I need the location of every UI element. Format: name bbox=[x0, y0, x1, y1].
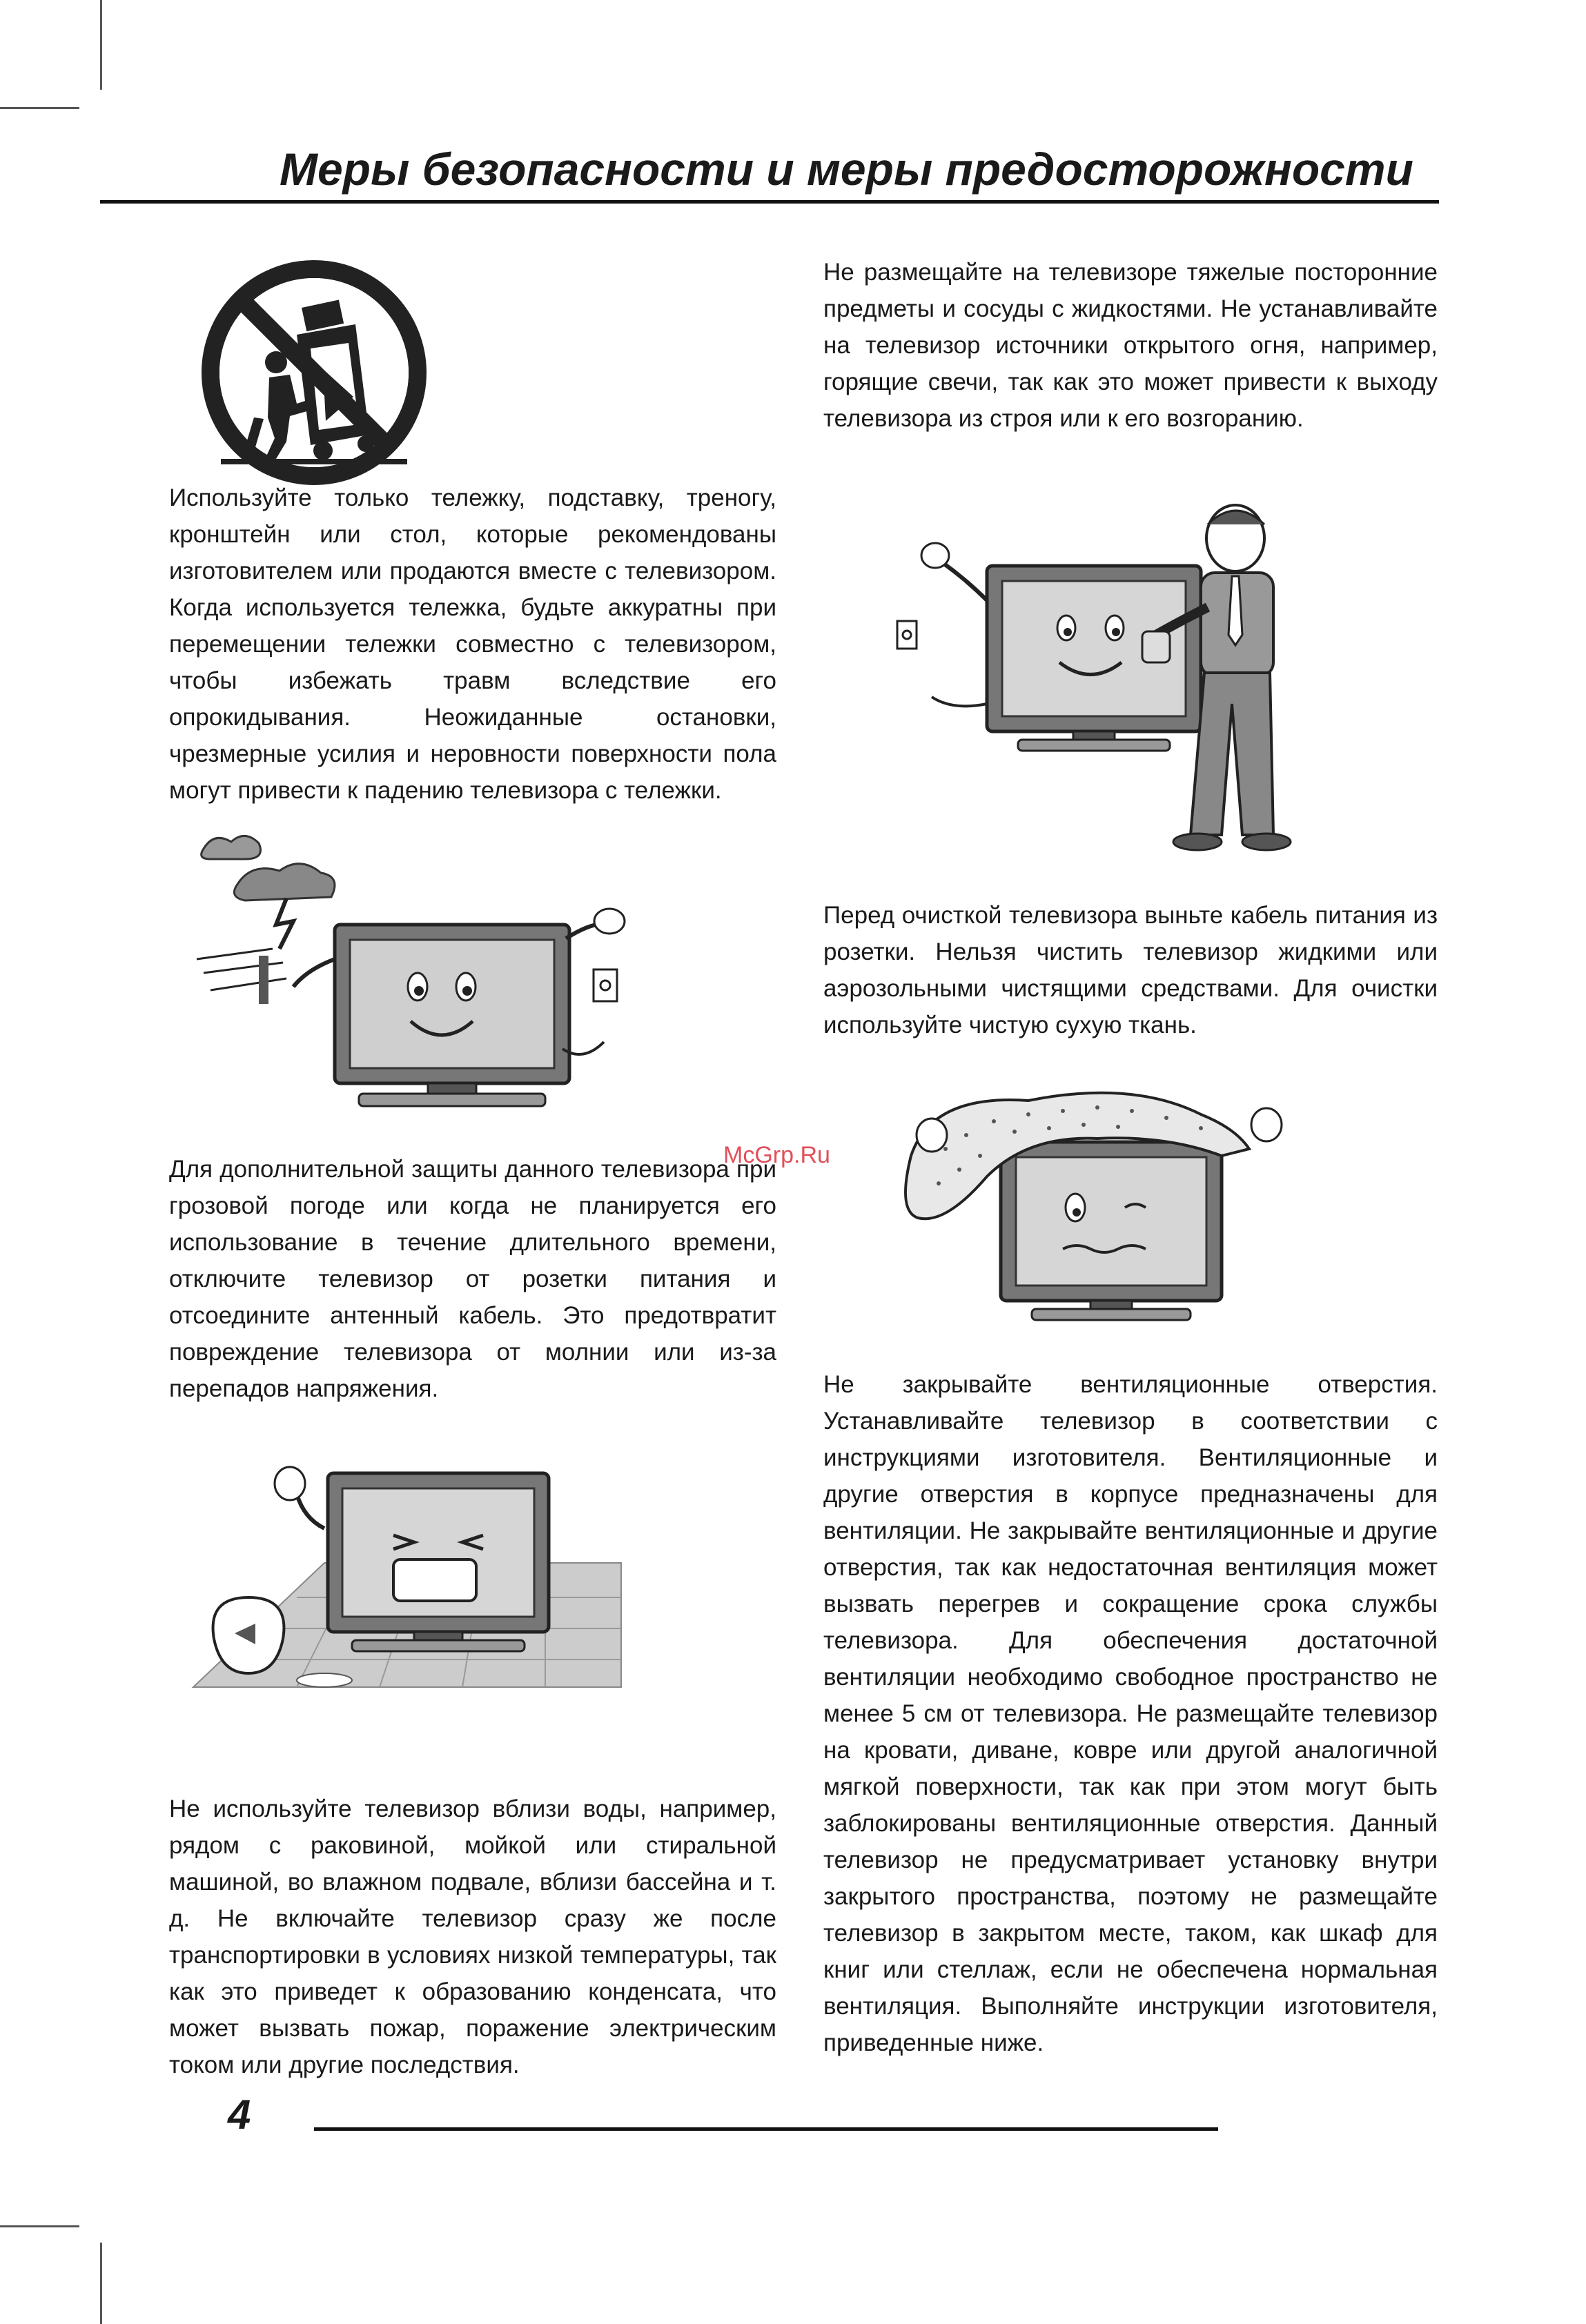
tv-covered-blanket-illustration bbox=[890, 1073, 1318, 1335]
crop-mark-top-vertical bbox=[100, 0, 102, 90]
no-cart-tip-over-icon bbox=[200, 259, 428, 486]
ventilation-warning-text: Не закрывайте вентиляционные отверстия. Устанавливайте телевизор в соответствии с инструкциями изготовителя. Вентиляционные и другие отверстия в корпусе предназначены для вентиляции. Не закрывайте вентиляционные и другие отверстия, так как недостаточная вентиляция может вызвать перегрев и сокращение срока службы телевизора. Для обеспечения достаточной вентиляции необходимо свободное пространство не менее 5 см от телевизора. Не размещайте телевизор на кровати, диване, ковре или другой аналогичной мягкой поверхности, так как при этом могут быть заблокированы вентиляционные отверстия. Данный телевизор не предусматривает установку внутри закрытого пространства, поэтому не размещайте телевизор в закрытом месте, таком, как шкаф для книг или стеллаж, если не обеспечена нормальная вентиляция. Выполняйте инструкции изготовителя, приведенные ниже. bbox=[823, 1371, 1438, 2056]
page-number: 4 bbox=[228, 2091, 251, 2138]
water-warning-text: Не используйте телевизор вблизи воды, например, рядом с раковиной, мойкой или стиральной машиной, во влажном подвале, вблизи бассейна и т. д. Не включайте телевизор сразу же после транспортировки в условиях низкой температуры, так как это приведет к образованию конденсата, что может вызвать пожар, поражение электрическим током или другие последствия. bbox=[169, 1795, 776, 2078]
crop-mark-bottom-vertical bbox=[100, 2243, 102, 2324]
title-underline bbox=[100, 200, 1439, 204]
tv-lightning-storm-illustration bbox=[190, 821, 645, 1111]
watermark: McGrp.Ru bbox=[723, 1142, 830, 1168]
cart-warning-text: Используйте только тележку, подставку, треногу, кронштейн или стол, которые рекомендованы изготовителем или продаются вместе с телевизором. Когда используется тележка, будьте аккуратны при перемещении тележки совместно с телевизором, чтобы избежать травм вследствие его опрокидывания. Неожиданные остановки, чрезмерные усилия и неровности поверхности пола могут привести к падению телевизора с тележки. bbox=[169, 484, 776, 804]
tv-water-fishbowl-illustration bbox=[186, 1452, 628, 1715]
lightning-warning-text: Для дополнительной защиты данного телевизора при грозовой погоде или когда не планируется его использование в течение длительного времени, отключите телевизор от розетки питания и отсоедините антенный кабель. Это предотвратит повреждение телевизора от молнии или из-за перепадов напряжения. bbox=[169, 1156, 776, 1402]
page-title: Меры безопасности и меры предосторожности bbox=[280, 144, 1413, 195]
heavy-objects-warning-text: Не размещайте на телевизоре тяжелые посторонние предметы и сосуды с жидкостями. Не устанавливайте на телевизор источники открытого огня, например, горящие свечи, так как это может привести к выходу телевизора из строя или к его возгоранию. bbox=[823, 259, 1438, 432]
crop-mark-bottom-horizontal bbox=[0, 2225, 79, 2227]
footer-rule bbox=[314, 2127, 1218, 2131]
crop-mark-top-horizontal bbox=[0, 107, 79, 109]
man-cleaning-tv-illustration bbox=[883, 497, 1311, 856]
cleaning-warning-text: Перед очисткой телевизора выньте кабель питания из розетки. Нельзя чистить телевизор жидкими или аэрозольными чистящими средствами. Для очистки используйте чистую сухую ткань. bbox=[823, 902, 1438, 1038]
